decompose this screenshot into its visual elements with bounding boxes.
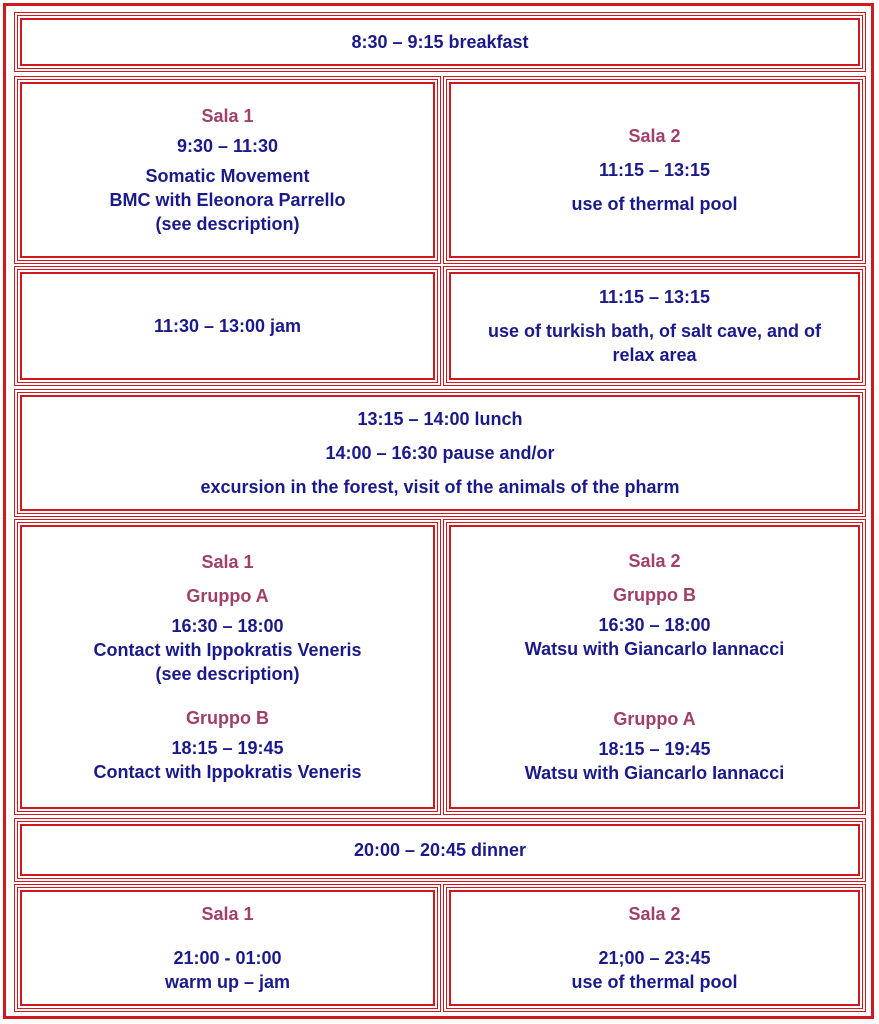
pause-text: 14:00 – 16:30 pause and/or <box>325 443 555 463</box>
evening-sala1-cell <box>14 884 441 1012</box>
time-text: 11:15 – 13:15 <box>598 287 711 307</box>
lunch-text: 13:15 – 14:00 lunch <box>357 409 523 429</box>
time-text: 16:30 – 18:00 <box>171 616 284 636</box>
time-text: 18:15 – 19:45 <box>598 739 711 759</box>
hall-label: Sala 2 <box>628 551 681 571</box>
jam-cell <box>14 266 441 386</box>
activity-text: Watsu with Giancarlo Iannacci <box>524 639 785 659</box>
group-label: Gruppo B <box>613 585 696 605</box>
group-label: Gruppo B <box>186 708 269 728</box>
hall-label: Sala 1 <box>201 552 254 572</box>
time-text: 16:30 – 18:00 <box>598 615 711 635</box>
activity-text: use of turkish bath, of salt cave, and of <box>487 321 822 341</box>
hall-label: Sala 2 <box>628 904 681 924</box>
group-label: Gruppo A <box>613 709 696 729</box>
hall-label: Sala 1 <box>201 106 254 126</box>
group-label: Gruppo A <box>186 586 269 606</box>
lunch-cell <box>14 389 866 517</box>
activity-text: Contact with Ippokratis Veneris <box>93 762 362 782</box>
activity-text: relax area <box>612 345 697 365</box>
jam-text: 11:30 – 13:00 jam <box>153 316 302 336</box>
time-text: 11:15 – 13:15 <box>598 160 711 180</box>
time-text: 21:00 - 01:00 <box>173 948 282 968</box>
activity-text: warm up – jam <box>164 972 291 992</box>
activity-text: Contact with Ippokratis Veneris <box>93 640 362 660</box>
time-text: 21;00 – 23:45 <box>598 948 711 968</box>
activity-text: BMC with Eleonora Parrello <box>109 190 346 210</box>
hall-label: Sala 1 <box>201 904 254 924</box>
afternoon-sala2-cell <box>443 519 866 815</box>
note-text: (see description) <box>155 214 300 234</box>
evening-sala2-cell <box>443 884 866 1012</box>
activity-text: Watsu with Giancarlo Iannacci <box>524 763 785 783</box>
time-text: 9:30 – 11:30 <box>176 136 279 156</box>
breakfast-text: 8:30 – 9:15 breakfast <box>351 32 529 52</box>
activity-text: use of thermal pool <box>571 972 738 992</box>
morning-sala1-cell <box>14 76 441 264</box>
afternoon-sala1-cell <box>14 519 441 815</box>
turkish-bath-cell <box>443 266 866 386</box>
time-text: 18:15 – 19:45 <box>171 738 284 758</box>
dinner-cell <box>14 818 866 882</box>
dinner-text: 20:00 – 20:45 dinner <box>353 840 527 860</box>
hall-label: Sala 2 <box>628 126 681 146</box>
activity-text: Somatic Movement <box>145 166 310 186</box>
breakfast-cell <box>14 12 866 72</box>
activity-text: use of thermal pool <box>571 194 738 214</box>
morning-sala2-cell <box>443 76 866 264</box>
note-text: (see description) <box>155 664 300 684</box>
excursion-text: excursion in the forest, visit of the animals of the pharm <box>200 477 680 497</box>
